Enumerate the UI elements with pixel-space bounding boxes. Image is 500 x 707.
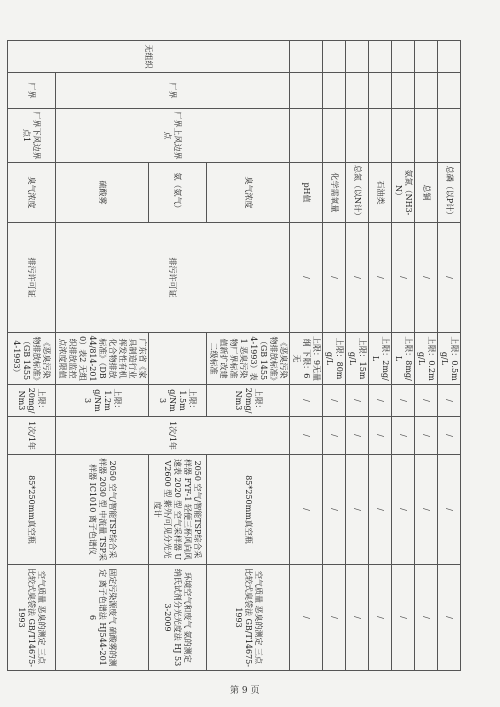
limit-cell: 上限：9无量纲 下限：6无 <box>290 333 323 385</box>
table-row: 总氮（以N计） / 上限：15mg/L / / / / <box>346 41 369 671</box>
item-cell: 氨氮（NH3-N） <box>392 163 415 223</box>
group-fence: 厂界 <box>56 73 290 109</box>
limit-cell: 上限：20mg/Nm3 <box>8 385 56 417</box>
limit-cell: 上限：1.5mg/Nm3 <box>149 385 207 417</box>
limit-cell: 上限：8mg/L <box>392 333 415 385</box>
group-unorganized: 无组织 <box>8 41 290 73</box>
item-cell: 氨（氨气） <box>149 163 207 223</box>
container-cell: 2050 空气/智能TSP综合采样器 FYF-1 轻便三杯风向风速表 2020 型 空气采样器 UV2600 型 紫外/可见分光光度计 <box>149 455 207 565</box>
page-number: 第 9 页 <box>230 686 260 696</box>
freq-cell: 1次/1年 <box>56 417 290 455</box>
limit-cell: 上限：80mg/L <box>323 333 346 385</box>
standard-cell: 《恶臭污染物排放标准》（GB 14554-1993） <box>8 333 56 385</box>
limit-cell: 上限：0.2mg/L <box>415 333 438 385</box>
method-cell: 固定污染源废气 硫酸雾的测定 离子色谱法 HJ544-2016 <box>56 565 149 671</box>
item-cell: 总铜 <box>415 163 438 223</box>
item-cell: 臭气浓度 <box>8 163 56 223</box>
method-cell: 环境空气和废气 氨的测定 纳氏试剂分光光度法 HJ 533-2009 <box>149 565 207 671</box>
item-cell: 石油类 <box>369 163 392 223</box>
table-row: 石油类 / 上限：2mg/L / / / / <box>369 41 392 671</box>
permit-cell: 排污许可证 <box>8 223 56 333</box>
upwind-point: 厂界上风边界点 <box>56 109 290 163</box>
table-row: 化学需氧量 / 上限：80mg/L / / / / <box>323 41 346 671</box>
container-cell: 85*250mm真空瓶 <box>8 455 56 565</box>
table-row <box>8 41 56 671</box>
freq-cell: 1次/1年 <box>8 417 56 455</box>
container-cell: 2050 空气/智能TSP综合采样器 2030 型 中流量 TSP采样器 IC1010 离子色谱仪 <box>56 455 149 565</box>
limit-cell: 上限：20mg/Nm3 <box>207 385 290 417</box>
item-cell: 臭气浓度 <box>207 163 290 223</box>
item-cell: pH值 <box>290 163 323 223</box>
table-row <box>207 41 290 671</box>
table-row: 氨氮（NH3-N） / 上限：8mg/L / / / / <box>392 41 415 671</box>
permit-cell: 排污许可证 <box>56 223 290 333</box>
limit-cell: 上限：2mg/L <box>369 333 392 385</box>
standard-cell <box>149 333 207 385</box>
table-row: pH值 / 上限：9无量纲 下限：6无 / / / / <box>290 41 323 671</box>
item-cell: 总氮（以N计） <box>346 163 369 223</box>
item-cell: 总磷（以P计） <box>438 163 461 223</box>
table-row: 总磷（以P计） / 上限：0.5mg/L / / / / <box>438 41 461 671</box>
rotated-table-container <box>12 40 461 670</box>
standard-cell: 广东省《家具制造行业挥发性有机化合物排放标准》（DB 44/814-2010）表2 无组织排放监控点浓度限值 <box>56 333 149 385</box>
method-cell: 空气质量 恶臭的测定 三点比较式臭袋法 GB/T14675-1993 <box>8 565 56 671</box>
standard-cell: 《恶臭污染物排放标准》（GB 14554-1993）表1 恶臭污染物厂界标准值新扩改建二级标准 <box>207 333 290 385</box>
method-cell: 空气质量 恶臭的测定 三点比较式臭袋法 GB/T14675-1993 <box>207 565 290 671</box>
monitoring-table <box>7 40 461 671</box>
group-fence: 厂界 <box>8 73 56 109</box>
container-cell: 85*250mm真空瓶 <box>207 455 290 565</box>
item-cell: 化学需氧量 <box>323 163 346 223</box>
table-row: 总铜 / 上限：0.2mg/L / / / / <box>415 41 438 671</box>
limit-cell: 上限：1.2mg/Nm3 <box>56 385 149 417</box>
limit-cell: 上限：15mg/L <box>346 333 369 385</box>
limit-cell: 上限：0.5mg/L <box>438 333 461 385</box>
item-cell: 硫酸雾 <box>56 163 149 223</box>
downwind-point: 厂界下风边界点1 <box>8 109 56 163</box>
